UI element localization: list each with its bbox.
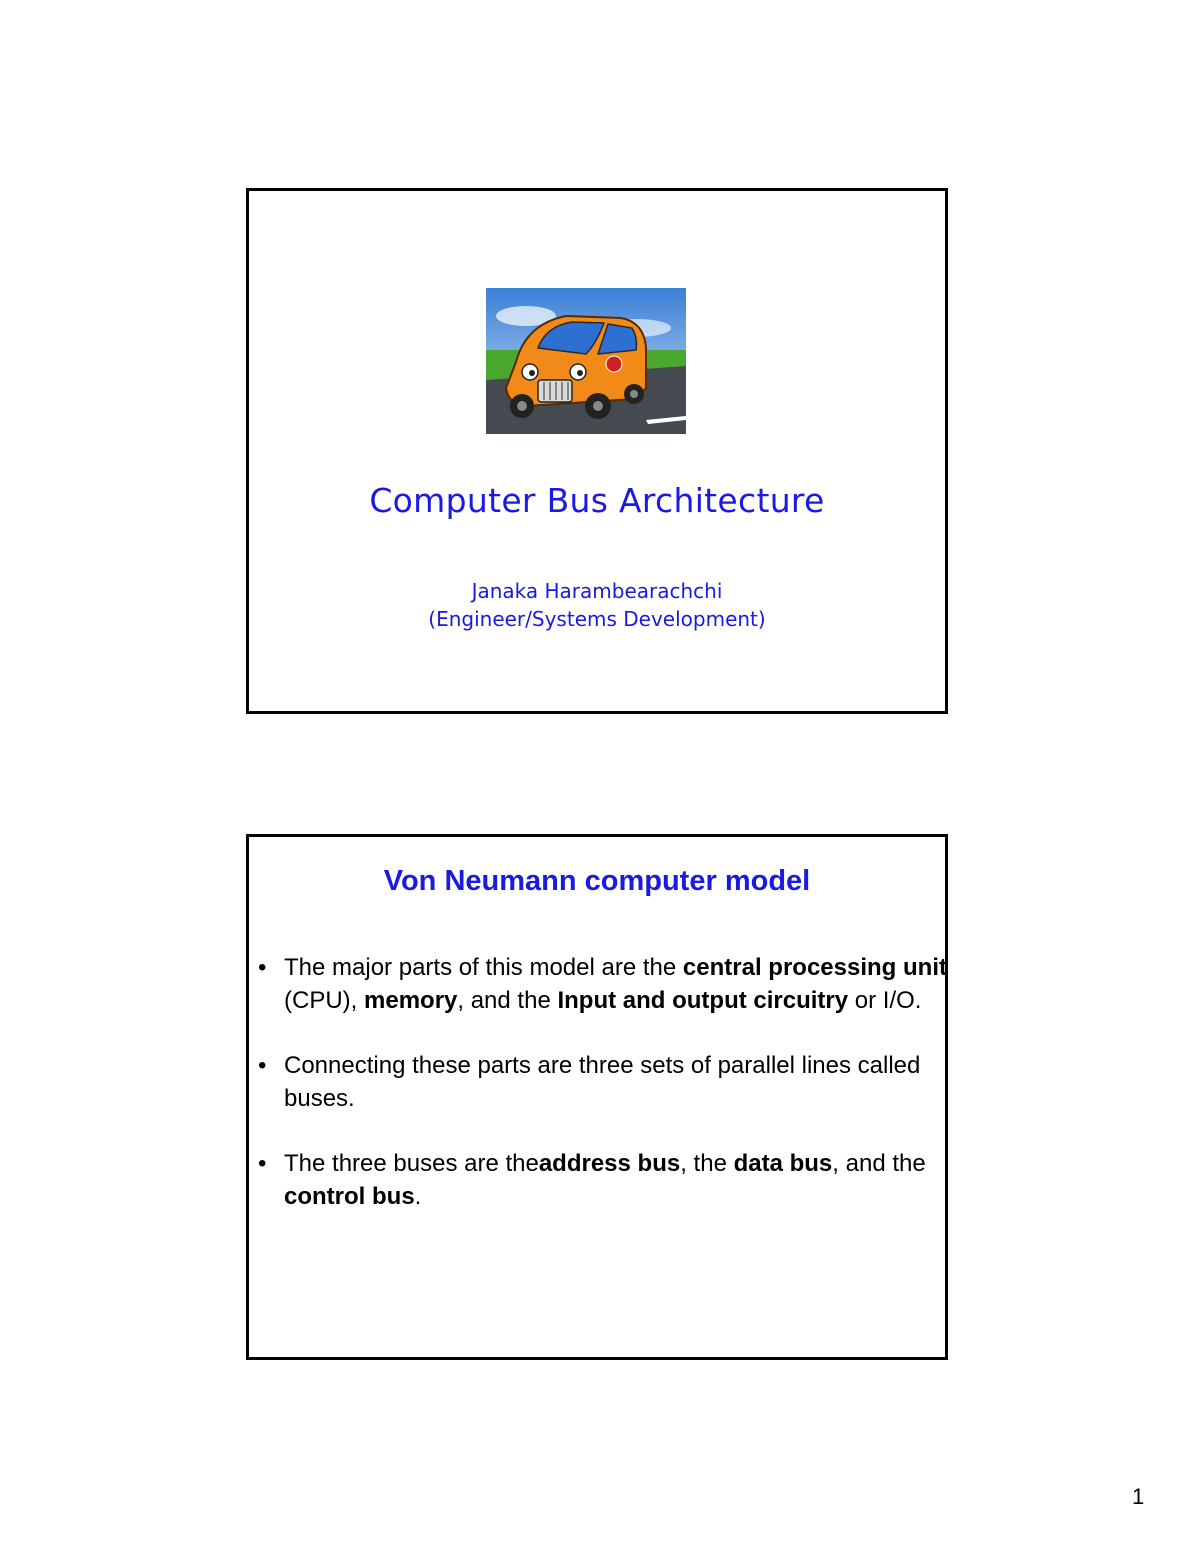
- bullet-bold-term: Input and output circuitry: [557, 987, 849, 1014]
- bullet-text: Connecting these parts are three sets of parallel lines called buses.: [284, 1052, 921, 1112]
- bullet-text: (CPU),: [284, 987, 364, 1014]
- bullet-text: , and the: [832, 1150, 926, 1177]
- author-role: (Engineer/Systems Development): [428, 607, 766, 631]
- bus-icon: [486, 288, 686, 434]
- list-item: [255, 951, 947, 1017]
- slide-title: [246, 188, 948, 714]
- bullet-glyph: •: [258, 1150, 267, 1177]
- bullet-bold-term: data bus: [733, 1150, 833, 1177]
- bullet-text: , the: [680, 1150, 734, 1177]
- slide-heading: Von Neumann computer model: [383, 865, 811, 897]
- bullet-text: The three buses are the: [284, 1150, 539, 1177]
- bullet-bold-term: memory: [364, 987, 458, 1014]
- school-bus-illustration: [486, 288, 686, 434]
- bullet-bold-term: control bus: [284, 1183, 415, 1210]
- slide-von-neumann: [246, 834, 948, 1360]
- list-item: [255, 1147, 947, 1213]
- bullet-bold-term: central processing unit: [682, 954, 947, 981]
- bullet-list: [255, 951, 947, 1245]
- list-item: [255, 1049, 947, 1115]
- bullet-text: , and the: [457, 987, 558, 1014]
- bullet-text: .: [414, 1183, 422, 1210]
- author-name: Janaka Harambearachchi: [471, 579, 723, 603]
- presentation-title: Computer Bus Architecture: [369, 481, 825, 520]
- page-number: 1: [1132, 1484, 1145, 1509]
- bullet-glyph: •: [258, 1052, 267, 1079]
- bullet-text: The major parts of this model are the: [284, 954, 683, 981]
- bullet-glyph: •: [258, 954, 267, 981]
- bullet-bold-term: address bus: [538, 1150, 681, 1177]
- bullet-text: or I/O.: [848, 987, 922, 1014]
